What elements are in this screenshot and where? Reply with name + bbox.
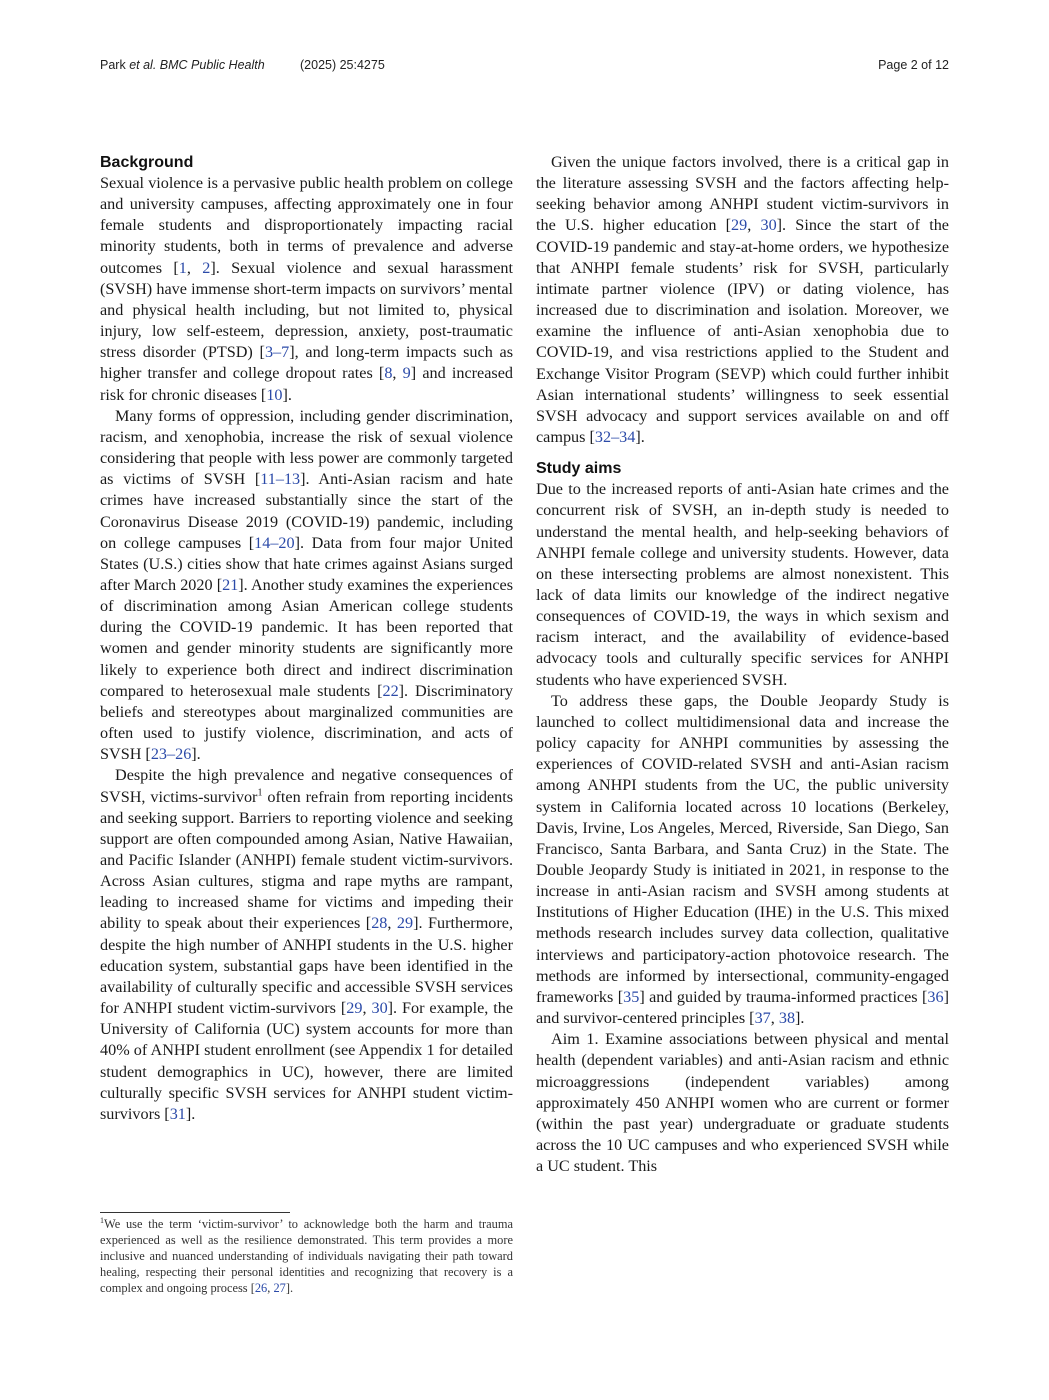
- header-etal: et al.: [129, 58, 157, 72]
- citation-link[interactable]: 31: [169, 1104, 186, 1123]
- citation-link[interactable]: 29: [731, 216, 748, 235]
- citation-link[interactable]: 22: [382, 681, 399, 700]
- citation-link[interactable]: 9: [402, 364, 411, 383]
- right-column: [536, 152, 949, 1312]
- study-aims-paragraph: Aim 1. Examine associations between physical and mental health (dependent variables) and anti-Asian racism and ethnic microaggressions (independent variables) among approximately 450 ANHPI women who are current or former (within the past year) undergraduate or graduate students across the 10 UC campuses and who experienced SVSH while a UC student. This: [536, 1030, 949, 1176]
- citation-link[interactable]: 35: [623, 987, 640, 1006]
- citation-link[interactable]: 27: [273, 1281, 286, 1295]
- header-volume: (2025) 25:4275: [300, 58, 385, 72]
- running-header: [100, 58, 949, 76]
- citation-link[interactable]: 32–34: [594, 428, 636, 447]
- citation-link[interactable]: 2: [202, 258, 211, 277]
- study-aims-heading: Study aims: [536, 460, 622, 478]
- left-column: [100, 152, 513, 1312]
- citation-link[interactable]: 38: [778, 1009, 796, 1028]
- footnote-marker: 1: [257, 787, 263, 799]
- citation-link[interactable]: 8: [384, 364, 393, 383]
- citation-link[interactable]: 30: [371, 999, 388, 1018]
- citation-link[interactable]: 3–7: [264, 343, 290, 362]
- footnote-marker: 1: [100, 1215, 104, 1225]
- background-paragraph: Sexual violence is a pervasive public health problem on college and university campuses, affecting approximately one in four female students and disproportionately impacting racial minority students, both in terms of prevalence and adverse outcomes [1, 2]. Sexual violence and sexual harassment (SVSH) have immense short-term impacts on survivors’ mental and physical health including, but not limited to, physical injury, low self-esteem, depression, anxiety, post-traumatic stress disorder (PTSD) [3–7], and long-term impacts such as higher transfer and college dropout rates [8, 9] and increased risk for chronic diseases [10].: [100, 174, 513, 404]
- header-page-number: Page 2 of 12: [878, 58, 949, 72]
- footnote-divider: [100, 1212, 290, 1213]
- citation-link[interactable]: 21: [222, 575, 239, 594]
- citation-link[interactable]: 36: [927, 987, 944, 1006]
- background-paragraph: Despite the high prevalence and negative consequences of SVSH, victims-survivor$^1$ often refrain from reporting incidents and seeking support. Barriers to reporting violence and seeking support are often compounded among Asian, Native Hawaiian, and Pacific Islander (ANHPI) female student victim-survivors. Across Asian cultures, stigma and rape myths are rampant, leading to increased shame for victims and impeding their ability to speak about their experiences [28, 29]. Furthermore, despite the high number of ANHPI students in the U.S. higher education system, substantial gaps have been identified in the availability of culturally specific and accessible SVSH services for ANHPI student victim-survivors [29, 30]. For example, the University of California (UC) system accounts for more than 40% of ANHPI student enrollment (see Appendix 1 for detailed student demographics in UC), however, there are limited culturally specific SVSH services for ANHPI student victim-survivors [31].: [100, 766, 513, 1123]
- study-aims-paragraph: To address these gaps, the Double Jeopardy Study is launched to collect multidimensional data and increase the policy capacity for ANHPI communities by assessing the experiences of COVID-related SVSH and anti-Asian racism among ANHPI students from the UC, the public university system in California located across 10 locations (Berkeley, Davis, Irvine, Los Angeles, Merced, Riverside, San Diego, San Francisco, Santa Barbara, and Santa Cruz) in the State. The Double Jeopardy Study is initiated in 2021, in response to the increase in anti-Asian racism and SVSH among students at Institutions of Higher Education (IHE) in the U.S. This mixed methods research includes survey data collection, qualitative interviews and participatory-action photovoice research. The methods are informed by intersectional, community-engaged frameworks [35] and guided by trauma-informed practices [36] and survivor-centered principles [37, 38].: [536, 691, 949, 1028]
- header-citation-left: [100, 58, 265, 72]
- study-aims-paragraph: Due to the increased reports of anti-Asian hate crimes and the concurrent risk of SVSH, an in-depth study is needed to understand the mental health, and help-seeking behaviors of ANHPI female college and university students. However, data on these intersecting problems are almost nonexistent. This lack of data limits our knowledge of the indirect negative consequences of COVID-19, the ways in which sexism and racism interact, and the availability of evidence-based advocacy tools and culturally specific services for ANHPI students who have experienced SVSH.: [536, 480, 949, 689]
- citation-link[interactable]: 14–20: [254, 533, 295, 552]
- header-authors: Park: [100, 58, 126, 72]
- citation-link[interactable]: 11–13: [260, 470, 301, 489]
- citation-link[interactable]: 29: [396, 914, 414, 933]
- citation-link[interactable]: 28: [371, 914, 388, 933]
- citation-link[interactable]: 23–26: [150, 745, 192, 764]
- footnote: $^1$We use the term ‘victim-survivor’ to acknowledge both the harm and trauma experienced as well as the resilience demonstrated. This term provides a more inclusive and nuanced understanding of individuals navigating their path toward healing, respecting their personal identities and recognizing that recovery is a complex and ongoing process [26, 27].: [100, 1215, 513, 1295]
- background-heading: Background: [100, 154, 194, 171]
- citation-link[interactable]: 29: [346, 999, 363, 1018]
- citation-link[interactable]: 10: [266, 385, 283, 404]
- background-paragraph: Many forms of oppression, including gender discrimination, racism, and xenophobia, increase the risk of sexual violence considering that people with less power are commonly targeted as victims of SVSH [11–13]. Anti-Asian racism and hate crimes have increased substantially since the start of the Coronavirus Disease 2019 (COVID-19) pandemic, including on college campuses [14–20]. Data from four major United States (U.S.) cities show that hate crimes against Asians surged after March 2020 [21]. Another study examines the experiences of discrimination among Asian American college students during the COVID-19 pandemic. It has been reported that women and gender minority students are significantly more likely to experience both direct and indirect discrimination compared to heterosexual male students [22]. Discriminatory beliefs and stereotypes about marginalized communities are often used to justify violence, discrimination, and acts of SVSH [23–26].: [100, 406, 513, 764]
- header-journal: BMC Public Health: [159, 58, 265, 72]
- citation-link[interactable]: 37: [754, 1009, 771, 1028]
- citation-link[interactable]: 30: [760, 216, 777, 235]
- citation-link[interactable]: 1: [178, 258, 187, 277]
- background-paragraph: Given the unique factors involved, there is a critical gap in the literature assessing SVSH and the factors affecting help-seeking behavior among ANHPI student victim-survivors in the U.S. higher education [29, 30]. Since the start of the COVID-19 pandemic and stay-at-home orders, we hypothesize that ANHPI female students’ risk for SVSH, particularly intimate partner violence (IPV) or dating violence, has increased due to discrimination and isolation. Moreover, we examine the influence of anti-Asian xenophobia due to COVID-19, and visa restrictions applied to the Student and Exchange Visitor Program (SEVP) which could further inhibit Asian international students’ willingness to seek essential SVSH advocacy and support services available on and off campus [32–34].: [536, 153, 949, 447]
- citation-link[interactable]: 26: [254, 1281, 268, 1295]
